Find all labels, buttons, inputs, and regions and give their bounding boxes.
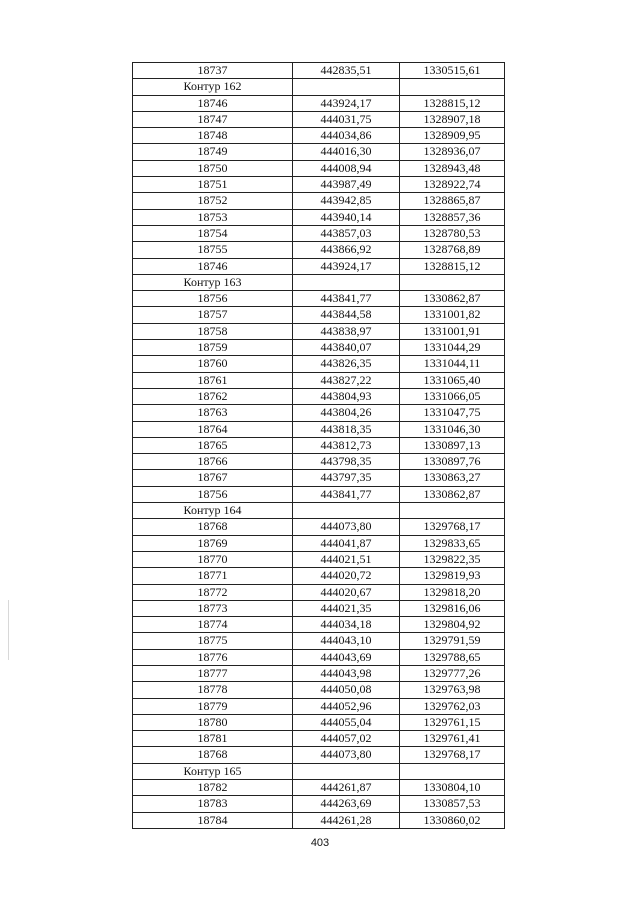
y-coordinate-cell: 1331047,75 bbox=[400, 405, 505, 421]
x-coordinate-cell: 444021,51 bbox=[293, 551, 400, 567]
point-number-cell: 18754 bbox=[133, 225, 293, 241]
x-coordinate-cell: 444016,30 bbox=[293, 144, 400, 160]
point-number-cell: 18783 bbox=[133, 796, 293, 812]
point-number-cell: 18765 bbox=[133, 437, 293, 453]
y-coordinate-cell: 1329833,65 bbox=[400, 535, 505, 551]
contour-header-row bbox=[133, 763, 505, 779]
point-number-cell: 18761 bbox=[133, 372, 293, 388]
x-coordinate-cell: 444020,67 bbox=[293, 584, 400, 600]
x-coordinate-cell: 443840,07 bbox=[293, 340, 400, 356]
x-coordinate-cell: 443827,22 bbox=[293, 372, 400, 388]
point-number-cell: 18748 bbox=[133, 128, 293, 144]
x-coordinate-cell: 443841,77 bbox=[293, 291, 400, 307]
table-row bbox=[133, 356, 505, 372]
y-coordinate-cell: 1330515,61 bbox=[400, 63, 505, 79]
point-number-cell: 18737 bbox=[133, 63, 293, 79]
coordinates-table bbox=[132, 62, 505, 829]
point-number-cell: 18763 bbox=[133, 405, 293, 421]
x-coordinate-cell bbox=[293, 274, 400, 290]
table-row bbox=[133, 600, 505, 616]
x-coordinate-cell: 444055,04 bbox=[293, 714, 400, 730]
table-row bbox=[133, 405, 505, 421]
x-coordinate-cell: 444041,87 bbox=[293, 535, 400, 551]
y-coordinate-cell: 1331044,29 bbox=[400, 340, 505, 356]
table-row bbox=[133, 128, 505, 144]
y-coordinate-cell: 1329791,59 bbox=[400, 633, 505, 649]
x-coordinate-cell: 443987,49 bbox=[293, 177, 400, 193]
x-coordinate-cell: 443804,26 bbox=[293, 405, 400, 421]
point-number-cell: 18780 bbox=[133, 714, 293, 730]
y-coordinate-cell: 1331066,05 bbox=[400, 388, 505, 404]
x-coordinate-cell: 444020,72 bbox=[293, 568, 400, 584]
point-number-cell: 18764 bbox=[133, 421, 293, 437]
contour-label-cell: Контур 164 bbox=[133, 503, 293, 519]
point-number-cell: 18756 bbox=[133, 291, 293, 307]
y-coordinate-cell: 1330863,27 bbox=[400, 470, 505, 486]
x-coordinate-cell: 444261,28 bbox=[293, 812, 400, 828]
x-coordinate-cell: 443797,35 bbox=[293, 470, 400, 486]
x-coordinate-cell: 443942,85 bbox=[293, 193, 400, 209]
x-coordinate-cell: 444261,87 bbox=[293, 780, 400, 796]
y-coordinate-cell: 1330862,87 bbox=[400, 291, 505, 307]
x-coordinate-cell: 444043,69 bbox=[293, 649, 400, 665]
y-coordinate-cell: 1329818,20 bbox=[400, 584, 505, 600]
x-coordinate-cell: 444008,94 bbox=[293, 160, 400, 176]
table-row bbox=[133, 812, 505, 828]
table-row bbox=[133, 63, 505, 79]
table-row bbox=[133, 649, 505, 665]
table-row bbox=[133, 177, 505, 193]
y-coordinate-cell: 1330897,76 bbox=[400, 454, 505, 470]
y-coordinate-cell: 1328922,74 bbox=[400, 177, 505, 193]
point-number-cell: 18770 bbox=[133, 551, 293, 567]
x-coordinate-cell: 444073,80 bbox=[293, 747, 400, 763]
contour-header-row bbox=[133, 274, 505, 290]
table-row bbox=[133, 551, 505, 567]
x-coordinate-cell: 443798,35 bbox=[293, 454, 400, 470]
table-row bbox=[133, 291, 505, 307]
table-row bbox=[133, 388, 505, 404]
x-coordinate-cell: 442835,51 bbox=[293, 63, 400, 79]
y-coordinate-cell: 1328865,87 bbox=[400, 193, 505, 209]
x-coordinate-cell: 443924,17 bbox=[293, 258, 400, 274]
table-row bbox=[133, 519, 505, 535]
y-coordinate-cell: 1328936,07 bbox=[400, 144, 505, 160]
x-coordinate-cell: 444034,18 bbox=[293, 617, 400, 633]
x-coordinate-cell: 443841,77 bbox=[293, 486, 400, 502]
x-coordinate-cell: 444052,96 bbox=[293, 698, 400, 714]
point-number-cell: 18746 bbox=[133, 95, 293, 111]
x-coordinate-cell: 444050,08 bbox=[293, 682, 400, 698]
y-coordinate-cell: 1329822,35 bbox=[400, 551, 505, 567]
point-number-cell: 18767 bbox=[133, 470, 293, 486]
x-coordinate-cell: 444263,69 bbox=[293, 796, 400, 812]
table-row bbox=[133, 225, 505, 241]
y-coordinate-cell: 1330862,87 bbox=[400, 486, 505, 502]
point-number-cell: 18751 bbox=[133, 177, 293, 193]
point-number-cell: 18771 bbox=[133, 568, 293, 584]
point-number-cell: 18762 bbox=[133, 388, 293, 404]
x-coordinate-cell: 443866,92 bbox=[293, 242, 400, 258]
table-row bbox=[133, 796, 505, 812]
table-row bbox=[133, 258, 505, 274]
table-row bbox=[133, 633, 505, 649]
contour-header-row bbox=[133, 79, 505, 95]
point-number-cell: 18777 bbox=[133, 665, 293, 681]
table-row bbox=[133, 584, 505, 600]
table-row bbox=[133, 470, 505, 486]
point-number-cell: 18776 bbox=[133, 649, 293, 665]
x-coordinate-cell: 443844,58 bbox=[293, 307, 400, 323]
point-number-cell: 18773 bbox=[133, 600, 293, 616]
y-coordinate-cell: 1329761,15 bbox=[400, 714, 505, 730]
point-number-cell: 18753 bbox=[133, 209, 293, 225]
y-coordinate-cell: 1330857,53 bbox=[400, 796, 505, 812]
y-coordinate-cell: 1329768,17 bbox=[400, 519, 505, 535]
table-row bbox=[133, 307, 505, 323]
y-coordinate-cell: 1328815,12 bbox=[400, 258, 505, 274]
x-coordinate-cell: 444073,80 bbox=[293, 519, 400, 535]
point-number-cell: 18766 bbox=[133, 454, 293, 470]
y-coordinate-cell: 1328943,48 bbox=[400, 160, 505, 176]
point-number-cell: 18747 bbox=[133, 111, 293, 127]
x-coordinate-cell: 443924,17 bbox=[293, 95, 400, 111]
x-coordinate-cell: 444021,35 bbox=[293, 600, 400, 616]
point-number-cell: 18768 bbox=[133, 519, 293, 535]
x-coordinate-cell: 443857,03 bbox=[293, 225, 400, 241]
contour-label-cell: Контур 165 bbox=[133, 763, 293, 779]
point-number-cell: 18758 bbox=[133, 323, 293, 339]
table-row bbox=[133, 731, 505, 747]
y-coordinate-cell: 1329768,17 bbox=[400, 747, 505, 763]
y-coordinate-cell: 1329816,06 bbox=[400, 600, 505, 616]
y-coordinate-cell: 1330860,02 bbox=[400, 812, 505, 828]
table-row bbox=[133, 372, 505, 388]
point-number-cell: 18784 bbox=[133, 812, 293, 828]
table-row bbox=[133, 193, 505, 209]
y-coordinate-cell: 1331065,40 bbox=[400, 372, 505, 388]
y-coordinate-cell: 1329777,26 bbox=[400, 665, 505, 681]
table-row bbox=[133, 780, 505, 796]
point-number-cell: 18779 bbox=[133, 698, 293, 714]
x-coordinate-cell: 444043,98 bbox=[293, 665, 400, 681]
y-coordinate-cell: 1329788,65 bbox=[400, 649, 505, 665]
table-row bbox=[133, 421, 505, 437]
x-coordinate-cell bbox=[293, 503, 400, 519]
table-row bbox=[133, 454, 505, 470]
point-number-cell: 18760 bbox=[133, 356, 293, 372]
table-row bbox=[133, 747, 505, 763]
y-coordinate-cell bbox=[400, 274, 505, 290]
table-row bbox=[133, 111, 505, 127]
point-number-cell: 18756 bbox=[133, 486, 293, 502]
y-coordinate-cell: 1329761,41 bbox=[400, 731, 505, 747]
x-coordinate-cell: 443826,35 bbox=[293, 356, 400, 372]
coordinates-table-body bbox=[133, 63, 505, 829]
point-number-cell: 18768 bbox=[133, 747, 293, 763]
y-coordinate-cell: 1328780,53 bbox=[400, 225, 505, 241]
x-coordinate-cell: 443818,35 bbox=[293, 421, 400, 437]
x-coordinate-cell: 444057,02 bbox=[293, 731, 400, 747]
table-row bbox=[133, 437, 505, 453]
table-row bbox=[133, 242, 505, 258]
y-coordinate-cell bbox=[400, 503, 505, 519]
table-row bbox=[133, 95, 505, 111]
x-coordinate-cell: 443838,97 bbox=[293, 323, 400, 339]
x-coordinate-cell: 444043,10 bbox=[293, 633, 400, 649]
table-row bbox=[133, 535, 505, 551]
y-coordinate-cell: 1329762,03 bbox=[400, 698, 505, 714]
point-number-cell: 18782 bbox=[133, 780, 293, 796]
point-number-cell: 18775 bbox=[133, 633, 293, 649]
y-coordinate-cell: 1329804,92 bbox=[400, 617, 505, 633]
point-number-cell: 18772 bbox=[133, 584, 293, 600]
y-coordinate-cell: 1328768,89 bbox=[400, 242, 505, 258]
table-row bbox=[133, 682, 505, 698]
y-coordinate-cell: 1331044,11 bbox=[400, 356, 505, 372]
y-coordinate-cell: 1329819,93 bbox=[400, 568, 505, 584]
scan-margin-mark bbox=[8, 600, 9, 660]
x-coordinate-cell: 443812,73 bbox=[293, 437, 400, 453]
x-coordinate-cell bbox=[293, 763, 400, 779]
point-number-cell: 18749 bbox=[133, 144, 293, 160]
table-row bbox=[133, 568, 505, 584]
table-row bbox=[133, 323, 505, 339]
x-coordinate-cell: 443940,14 bbox=[293, 209, 400, 225]
table-row bbox=[133, 160, 505, 176]
y-coordinate-cell: 1330897,13 bbox=[400, 437, 505, 453]
table-row bbox=[133, 340, 505, 356]
contour-label-cell: Контур 162 bbox=[133, 79, 293, 95]
table-row bbox=[133, 209, 505, 225]
table-row bbox=[133, 617, 505, 633]
x-coordinate-cell: 443804,93 bbox=[293, 388, 400, 404]
point-number-cell: 18752 bbox=[133, 193, 293, 209]
point-number-cell: 18781 bbox=[133, 731, 293, 747]
table-row bbox=[133, 698, 505, 714]
y-coordinate-cell: 1329763,98 bbox=[400, 682, 505, 698]
y-coordinate-cell: 1331046,30 bbox=[400, 421, 505, 437]
x-coordinate-cell: 444031,75 bbox=[293, 111, 400, 127]
point-number-cell: 18778 bbox=[133, 682, 293, 698]
point-number-cell: 18774 bbox=[133, 617, 293, 633]
point-number-cell: 18757 bbox=[133, 307, 293, 323]
table-row bbox=[133, 665, 505, 681]
y-coordinate-cell: 1328907,18 bbox=[400, 111, 505, 127]
y-coordinate-cell: 1328815,12 bbox=[400, 95, 505, 111]
point-number-cell: 18755 bbox=[133, 242, 293, 258]
point-number-cell: 18746 bbox=[133, 258, 293, 274]
point-number-cell: 18750 bbox=[133, 160, 293, 176]
y-coordinate-cell: 1331001,82 bbox=[400, 307, 505, 323]
page-number: 403 bbox=[310, 837, 330, 849]
table-row bbox=[133, 144, 505, 160]
point-number-cell: 18769 bbox=[133, 535, 293, 551]
y-coordinate-cell: 1328857,36 bbox=[400, 209, 505, 225]
x-coordinate-cell: 444034,86 bbox=[293, 128, 400, 144]
y-coordinate-cell: 1331001,91 bbox=[400, 323, 505, 339]
y-coordinate-cell: 1330804,10 bbox=[400, 780, 505, 796]
table-row bbox=[133, 486, 505, 502]
table-row bbox=[133, 714, 505, 730]
contour-header-row bbox=[133, 503, 505, 519]
y-coordinate-cell: 1328909,95 bbox=[400, 128, 505, 144]
contour-label-cell: Контур 163 bbox=[133, 274, 293, 290]
point-number-cell: 18759 bbox=[133, 340, 293, 356]
y-coordinate-cell bbox=[400, 763, 505, 779]
y-coordinate-cell bbox=[400, 79, 505, 95]
x-coordinate-cell bbox=[293, 79, 400, 95]
